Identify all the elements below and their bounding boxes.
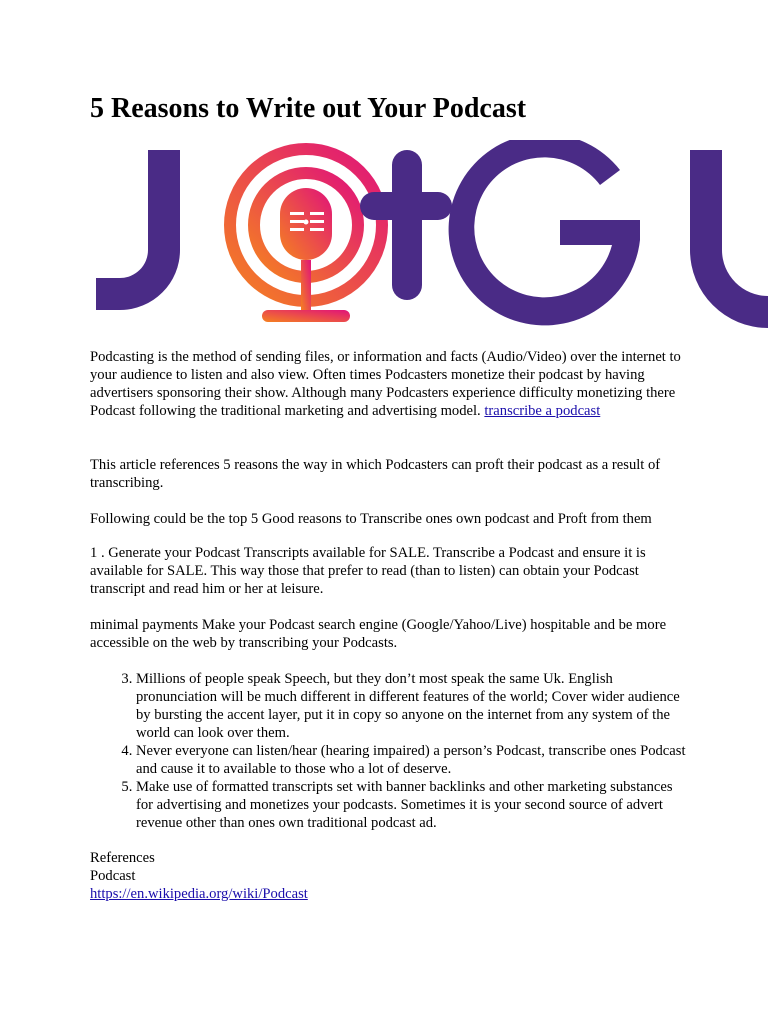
jotgu-logo [0, 140, 768, 340]
paragraph-reason-2: minimal payments Make your Podcast search engine (Google/Yahoo/Live) hospitable and be more accessible on the web by transcribing your Podcasts. [90, 617, 667, 651]
logo-graphic [0, 140, 768, 340]
references-section [90, 849, 690, 903]
reasons-list [90, 670, 690, 832]
paragraph-references-reasons: This article references 5 reasons the way in which Podcasters can proft their podcast as a result of transcribing. [90, 457, 661, 491]
list-item: 4. Never everyone can listen/hear (hearing impaired) a person’s Podcast, transcribe ones Podcast and cause it to available to those who a lot of deserve. [136, 742, 690, 778]
references-item: Podcast [90, 868, 136, 884]
logo-letter-j [96, 150, 180, 310]
page-title: 5 Reasons to Write out Your Podcast [90, 93, 527, 124]
paragraph-intro [90, 348, 690, 420]
logo-letter-u [690, 150, 768, 328]
references-heading: References [90, 850, 155, 866]
paragraph-top-reasons: Following could be the top 5 Good reasons to Transcribe ones own podcast and Proft from them [90, 511, 652, 527]
list-item: 3. Millions of people speak Speech, but they don’t most speak the same Uk. English pronunciation will be much different in different features of the world; Cover wider audience by bursting the accent layer, put it in copy so anyone on the internet from any system of the world can look over them. [136, 670, 690, 742]
intro-text: Podcasting is the method of sending files, or information and facts (Audio/Video) over the internet to your audience to listen and also view. Often times Podcasters monetize their podcast by having advertisers sponsoring their show. Although many Podcasters experience difficulty monetizing there Podcast following the traditional marketing and advertising model. [90, 349, 681, 419]
wikipedia-link[interactable]: https://en.wikipedia.org/wiki/Podcast [90, 886, 308, 902]
paragraph-reason-1: 1 . Generate your Podcast Transcripts available for SALE. Transcribe a Podcast and ensure it is available for SALE. This way those that prefer to read (than to listen) can obtain your Podcast transcript and read him or her at leisure. [90, 545, 646, 597]
transcribe-podcast-link[interactable]: transcribe a podcast [484, 403, 601, 419]
logo-letter-g [449, 140, 640, 325]
logo-letter-t [392, 150, 422, 300]
list-item: 5. Make use of formatted transcripts set with banner backlinks and other marketing substances for advertising and monetizes your podcasts. Sometimes it is your second source of advert revenue other than ones own traditional podcast ad. [136, 778, 690, 832]
